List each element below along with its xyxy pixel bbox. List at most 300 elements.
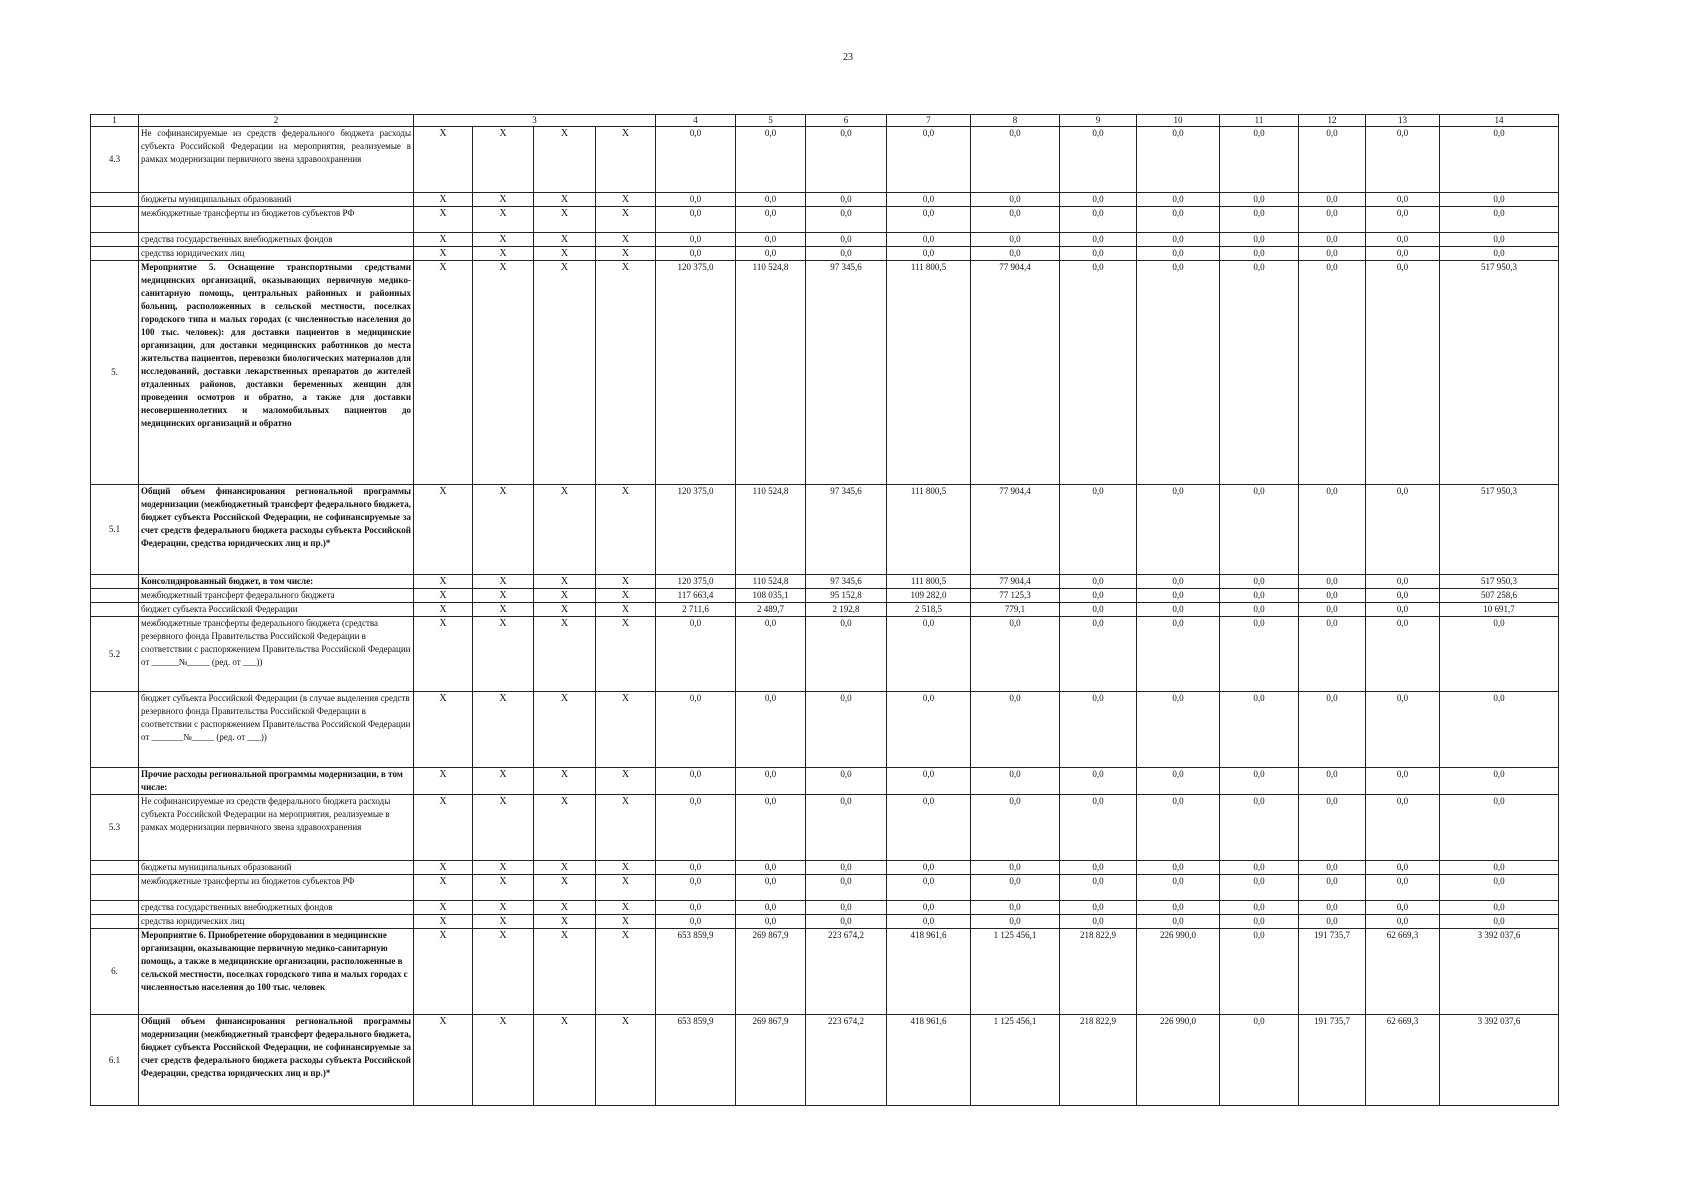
value-cell: 0,0 [1060,261,1137,485]
header-cell: 11 [1220,115,1299,127]
value-cell: 0,0 [656,207,736,233]
row-label: средства государственных внебюджетных фондов [139,901,414,915]
value-cell: 0,0 [887,875,971,901]
value-cell: 0,0 [1440,861,1559,875]
x-marker-cell: X [534,915,596,929]
x-marker-cell: X [596,929,656,1015]
x-marker-cell: X [596,247,656,261]
row-label: Мероприятие 5. Оснащение транспортными средствами медицинских организаций, оказывающих первичную медико-санитарную помощь, центральных районных и районных больниц, расположенных в сельской местности, поселках городского типа и малых городах (с численностью населения до 100 тыс. человек): для доставки пациентов в медицинские организации, для доставки медицинских работников до места жительства пациентов, перевозки биологических материалов для исследований, доставки лекарственных препаратов до жителей отдаленных районов, доставки беременных женщин для проведения осмотров и обратно, а также для доставки несовершеннолетних и маломобильных пациентов до медицинских организаций и обратно [139,261,414,485]
table-row [91,768,1559,795]
value-cell: 97 345,6 [806,485,887,575]
value-cell: 1 125 456,1 [971,929,1060,1015]
row-label: Не софинансируемые из средств федерального бюджета расходы субъекта Российской Федерации на мероприятия, реализуемые в рамках модернизации первичного звена здравоохранения [139,795,414,861]
value-cell: 0,0 [1220,692,1299,768]
value-cell: 0,0 [1366,901,1440,915]
value-cell: 0,0 [1299,861,1366,875]
value-cell: 0,0 [1137,589,1220,603]
value-cell: 0,0 [1060,617,1137,692]
value-cell: 0,0 [1060,485,1137,575]
x-marker-cell: X [473,901,534,915]
row-number: 5.1 [91,485,139,575]
x-marker-cell: X [596,617,656,692]
value-cell: 0,0 [887,207,971,233]
value-cell: 0,0 [1220,768,1299,795]
row-number [91,575,139,589]
value-cell: 269 867,9 [736,1015,806,1106]
value-cell: 0,0 [1060,127,1137,193]
x-marker-cell: X [414,127,473,193]
x-marker-cell: X [596,915,656,929]
value-cell: 10 691,7 [1440,603,1559,617]
value-cell: 653 859,9 [656,929,736,1015]
value-cell: 0,0 [1060,692,1137,768]
value-cell: 507 258,6 [1440,589,1559,603]
value-cell: 0,0 [656,768,736,795]
value-cell: 0,0 [1220,617,1299,692]
x-marker-cell: X [534,929,596,1015]
value-cell: 120 375,0 [656,575,736,589]
header-cell: 10 [1137,115,1220,127]
financing-table [90,114,1559,1106]
value-cell: 0,0 [1299,603,1366,617]
x-marker-cell: X [534,233,596,247]
value-cell: 0,0 [971,901,1060,915]
row-number [91,603,139,617]
page-number: 23 [843,52,853,63]
value-cell: 0,0 [1440,692,1559,768]
row-number: 5.3 [91,795,139,861]
value-cell: 0,0 [1440,901,1559,915]
value-cell: 0,0 [1366,915,1440,929]
value-cell: 0,0 [1220,485,1299,575]
value-cell: 0,0 [1220,603,1299,617]
value-cell: 0,0 [1440,193,1559,207]
x-marker-cell: X [473,603,534,617]
row-number: 5.2 [91,617,139,692]
value-cell: 0,0 [736,207,806,233]
value-cell: 117 663,4 [656,589,736,603]
value-cell: 517 950,3 [1440,485,1559,575]
value-cell: 0,0 [1060,575,1137,589]
x-marker-cell: X [473,193,534,207]
value-cell: 0,0 [1299,875,1366,901]
x-marker-cell: X [473,861,534,875]
value-cell: 0,0 [1137,207,1220,233]
x-marker-cell: X [596,233,656,247]
x-marker-cell: X [596,795,656,861]
value-cell: 0,0 [736,795,806,861]
value-cell: 0,0 [971,915,1060,929]
value-cell: 0,0 [1137,901,1220,915]
value-cell: 0,0 [1220,261,1299,485]
value-cell: 0,0 [1137,768,1220,795]
x-marker-cell: X [534,603,596,617]
value-cell: 0,0 [1299,617,1366,692]
value-cell: 0,0 [736,915,806,929]
row-number [91,861,139,875]
x-marker-cell: X [596,207,656,233]
value-cell: 0,0 [1440,207,1559,233]
row-label: межбюджетные трансферты из бюджетов субъектов РФ [139,207,414,233]
value-cell: 0,0 [1366,603,1440,617]
x-marker-cell: X [596,692,656,768]
x-marker-cell: X [534,485,596,575]
x-marker-cell: X [473,575,534,589]
header-cell: 12 [1299,115,1366,127]
row-number [91,915,139,929]
value-cell: 0,0 [1440,795,1559,861]
value-cell: 0,0 [1060,915,1137,929]
row-number [91,692,139,768]
x-marker-cell: X [414,692,473,768]
x-marker-cell: X [596,861,656,875]
value-cell: 109 282,0 [887,589,971,603]
value-cell: 0,0 [1060,875,1137,901]
x-marker-cell: X [534,901,596,915]
row-number [91,768,139,795]
value-cell: 0,0 [1137,575,1220,589]
value-cell: 0,0 [1137,617,1220,692]
value-cell: 0,0 [1299,247,1366,261]
value-cell: 0,0 [1366,617,1440,692]
value-cell: 0,0 [1137,692,1220,768]
value-cell: 0,0 [736,861,806,875]
row-label: средства государственных внебюджетных фондов [139,233,414,247]
value-cell: 111 800,5 [887,575,971,589]
value-cell: 0,0 [736,692,806,768]
header-cell: 1 [91,115,139,127]
x-marker-cell: X [596,875,656,901]
x-marker-cell: X [414,193,473,207]
value-cell: 0,0 [887,915,971,929]
value-cell: 0,0 [1299,575,1366,589]
value-cell: 0,0 [1440,875,1559,901]
value-cell: 77 904,4 [971,261,1060,485]
value-cell: 0,0 [887,795,971,861]
row-label: межбюджетный трансферт федерального бюджета [139,589,414,603]
value-cell: 77 125,3 [971,589,1060,603]
value-cell: 0,0 [1366,233,1440,247]
row-label: бюджет субъекта Российской Федерации (в случае выделения средств резервного фонда Правительства Российской Федерации в соответствии с распоряжением Правительства Российской Федерации от _______№_____ (ред. от ___)) [139,692,414,768]
row-number: 6. [91,929,139,1015]
row-label: бюджет субъекта Российской Федерации [139,603,414,617]
x-marker-cell: X [534,575,596,589]
value-cell: 120 375,0 [656,485,736,575]
value-cell: 0,0 [1060,603,1137,617]
value-cell: 2 518,5 [887,603,971,617]
value-cell: 0,0 [971,617,1060,692]
value-cell: 0,0 [1440,247,1559,261]
header-cell: 6 [806,115,887,127]
x-marker-cell: X [414,795,473,861]
value-cell: 0,0 [1366,193,1440,207]
x-marker-cell: X [534,795,596,861]
value-cell: 0,0 [1137,795,1220,861]
value-cell: 0,0 [806,127,887,193]
value-cell: 0,0 [1137,127,1220,193]
x-marker-cell: X [534,861,596,875]
value-cell: 218 822,9 [1060,1015,1137,1106]
value-cell: 0,0 [806,901,887,915]
value-cell: 218 822,9 [1060,929,1137,1015]
table-row [91,1015,1559,1106]
header-cell: 2 [139,115,414,127]
table-row [91,247,1559,261]
value-cell: 0,0 [656,875,736,901]
value-cell: 111 800,5 [887,261,971,485]
value-cell: 97 345,6 [806,261,887,485]
row-number [91,875,139,901]
x-marker-cell: X [473,233,534,247]
table-row [91,603,1559,617]
value-cell: 0,0 [806,233,887,247]
value-cell: 0,0 [806,861,887,875]
value-cell: 0,0 [806,617,887,692]
value-cell: 0,0 [736,768,806,795]
x-marker-cell: X [534,207,596,233]
value-cell: 2 489,7 [736,603,806,617]
value-cell: 0,0 [1060,193,1137,207]
value-cell: 0,0 [656,247,736,261]
value-cell: 95 152,8 [806,589,887,603]
value-cell: 0,0 [1440,617,1559,692]
value-cell: 0,0 [1137,861,1220,875]
value-cell: 0,0 [1220,207,1299,233]
value-cell: 0,0 [806,915,887,929]
x-marker-cell: X [534,127,596,193]
row-label: бюджеты муниципальных образований [139,193,414,207]
value-cell: 0,0 [1366,261,1440,485]
value-cell: 0,0 [1137,875,1220,901]
value-cell: 0,0 [1060,768,1137,795]
x-marker-cell: X [473,617,534,692]
value-cell: 0,0 [1137,915,1220,929]
x-marker-cell: X [414,207,473,233]
value-cell: 0,0 [736,901,806,915]
row-number: 6.1 [91,1015,139,1106]
header-row [91,115,1559,127]
value-cell: 0,0 [1366,768,1440,795]
row-label: Общий объем финансирования региональной программы модернизации (межбюджетный трансферт федерального бюджета, бюджет субъекта Российской Федерации, не софинансируемые за счет средств федерального бюджета расходы субъекта Российской Федерации, средства юридических лиц и пр.)* [139,485,414,575]
table-row [91,193,1559,207]
row-label: межбюджетные трансферты из бюджетов субъектов РФ [139,875,414,901]
value-cell: 108 035,1 [736,589,806,603]
value-cell: 0,0 [806,795,887,861]
x-marker-cell: X [534,193,596,207]
value-cell: 0,0 [1366,127,1440,193]
x-marker-cell: X [414,233,473,247]
value-cell: 0,0 [971,233,1060,247]
value-cell: 0,0 [1220,193,1299,207]
value-cell: 0,0 [1440,233,1559,247]
x-marker-cell: X [414,261,473,485]
value-cell: 0,0 [971,768,1060,795]
value-cell: 0,0 [806,247,887,261]
x-marker-cell: X [473,768,534,795]
value-cell: 0,0 [1299,589,1366,603]
value-cell: 0,0 [736,247,806,261]
value-cell: 0,0 [656,795,736,861]
value-cell: 0,0 [887,861,971,875]
value-cell: 0,0 [1440,127,1559,193]
value-cell: 0,0 [1137,233,1220,247]
x-marker-cell: X [596,127,656,193]
row-label: межбюджетные трансферты федерального бюджета (средства резервного фонда Правительства Российской Федерации в соответствии с распоряжением Правительства Российской Федерации от ______№_____ (ред. от ___)) [139,617,414,692]
header-cell: 8 [971,115,1060,127]
value-cell: 226 990,0 [1137,1015,1220,1106]
value-cell: 0,0 [1366,875,1440,901]
value-cell: 0,0 [1220,127,1299,193]
value-cell: 0,0 [1220,915,1299,929]
value-cell: 0,0 [1220,875,1299,901]
x-marker-cell: X [473,929,534,1015]
value-cell: 223 674,2 [806,1015,887,1106]
row-label: средства юридических лиц [139,247,414,261]
value-cell: 0,0 [887,692,971,768]
value-cell: 0,0 [1220,795,1299,861]
x-marker-cell: X [596,575,656,589]
table-row [91,875,1559,901]
value-cell: 0,0 [1220,1015,1299,1106]
x-marker-cell: X [414,247,473,261]
value-cell: 0,0 [1137,247,1220,261]
value-cell: 0,0 [1220,247,1299,261]
value-cell: 0,0 [806,207,887,233]
table-row [91,233,1559,247]
x-marker-cell: X [414,915,473,929]
value-cell: 0,0 [656,617,736,692]
row-number [91,247,139,261]
x-marker-cell: X [414,901,473,915]
value-cell: 0,0 [1440,915,1559,929]
value-cell: 779,1 [971,603,1060,617]
value-cell: 0,0 [1299,261,1366,485]
value-cell: 0,0 [1366,485,1440,575]
x-marker-cell: X [473,589,534,603]
row-label: Консолидированный бюджет, в том числе: [139,575,414,589]
x-marker-cell: X [596,768,656,795]
value-cell: 191 735,7 [1299,1015,1366,1106]
value-cell: 0,0 [736,233,806,247]
value-cell: 0,0 [1366,247,1440,261]
value-cell: 0,0 [1366,692,1440,768]
value-cell: 0,0 [806,768,887,795]
value-cell: 0,0 [1137,193,1220,207]
value-cell: 77 904,4 [971,485,1060,575]
value-cell: 0,0 [971,247,1060,261]
value-cell: 0,0 [656,127,736,193]
row-number [91,193,139,207]
value-cell: 0,0 [1299,692,1366,768]
row-number [91,233,139,247]
x-marker-cell: X [473,692,534,768]
value-cell: 517 950,3 [1440,261,1559,485]
value-cell: 0,0 [1299,768,1366,795]
value-cell: 62 669,3 [1366,1015,1440,1106]
value-cell: 0,0 [1060,795,1137,861]
value-cell: 418 961,6 [887,929,971,1015]
x-marker-cell: X [414,875,473,901]
row-label: бюджеты муниципальных образований [139,861,414,875]
x-marker-cell: X [414,768,473,795]
x-marker-cell: X [534,768,596,795]
value-cell: 0,0 [1060,901,1137,915]
value-cell: 0,0 [887,193,971,207]
table-row [91,617,1559,692]
row-number [91,207,139,233]
value-cell: 0,0 [1299,795,1366,861]
value-cell: 0,0 [887,768,971,795]
value-cell: 0,0 [887,617,971,692]
x-marker-cell: X [414,485,473,575]
value-cell: 0,0 [806,875,887,901]
value-cell: 62 669,3 [1366,929,1440,1015]
value-cell: 0,0 [1220,901,1299,915]
x-marker-cell: X [473,127,534,193]
value-cell: 0,0 [971,692,1060,768]
value-cell: 0,0 [1220,233,1299,247]
row-label: Мероприятие 6. Приобретение оборудования в медицинские организации, оказывающие первичную медико-санитарную помощь, а также в медицинские организации, расположенные в сельской местности, поселках городского типа и малых городах с численностью населения до 100 тыс. человек [139,929,414,1015]
header-cell: 13 [1366,115,1440,127]
x-marker-cell: X [473,485,534,575]
x-marker-cell: X [534,1015,596,1106]
value-cell: 0,0 [736,875,806,901]
value-cell: 0,0 [1137,603,1220,617]
value-cell: 0,0 [1060,247,1137,261]
value-cell: 517 950,3 [1440,575,1559,589]
value-cell: 418 961,6 [887,1015,971,1106]
x-marker-cell: X [414,575,473,589]
value-cell: 0,0 [1366,589,1440,603]
x-marker-cell: X [534,589,596,603]
x-marker-cell: X [534,875,596,901]
value-cell: 0,0 [1366,795,1440,861]
x-marker-cell: X [596,485,656,575]
table-row [91,207,1559,233]
row-number [91,589,139,603]
value-cell: 0,0 [1299,193,1366,207]
value-cell: 0,0 [971,861,1060,875]
row-label: Общий объем финансирования региональной программы модернизации (межбюджетный трансферт федерального бюджета, бюджет субъекта Российской Федерации, не софинансируемые за счет средств федерального бюджета расходы субъекта Российской Федерации, средства юридических лиц и пр.)* [139,1015,414,1106]
header-cell: 7 [887,115,971,127]
value-cell: 0,0 [887,233,971,247]
value-cell: 0,0 [1220,589,1299,603]
value-cell: 0,0 [1220,861,1299,875]
x-marker-cell: X [414,929,473,1015]
value-cell: 0,0 [1440,768,1559,795]
value-cell: 0,0 [656,861,736,875]
value-cell: 3 392 037,6 [1440,929,1559,1015]
value-cell: 2 192,8 [806,603,887,617]
row-number: 4.3 [91,127,139,193]
value-cell: 0,0 [806,193,887,207]
x-marker-cell: X [596,261,656,485]
value-cell: 0,0 [1299,207,1366,233]
x-marker-cell: X [596,1015,656,1106]
x-marker-cell: X [473,875,534,901]
row-number: 5. [91,261,139,485]
x-marker-cell: X [414,1015,473,1106]
x-marker-cell: X [473,261,534,485]
table-row [91,692,1559,768]
x-marker-cell: X [596,193,656,207]
header-cell: 4 [656,115,736,127]
x-marker-cell: X [473,1015,534,1106]
value-cell: 0,0 [971,127,1060,193]
row-label: средства юридических лиц [139,915,414,929]
value-cell: 0,0 [1137,261,1220,485]
x-marker-cell: X [473,915,534,929]
